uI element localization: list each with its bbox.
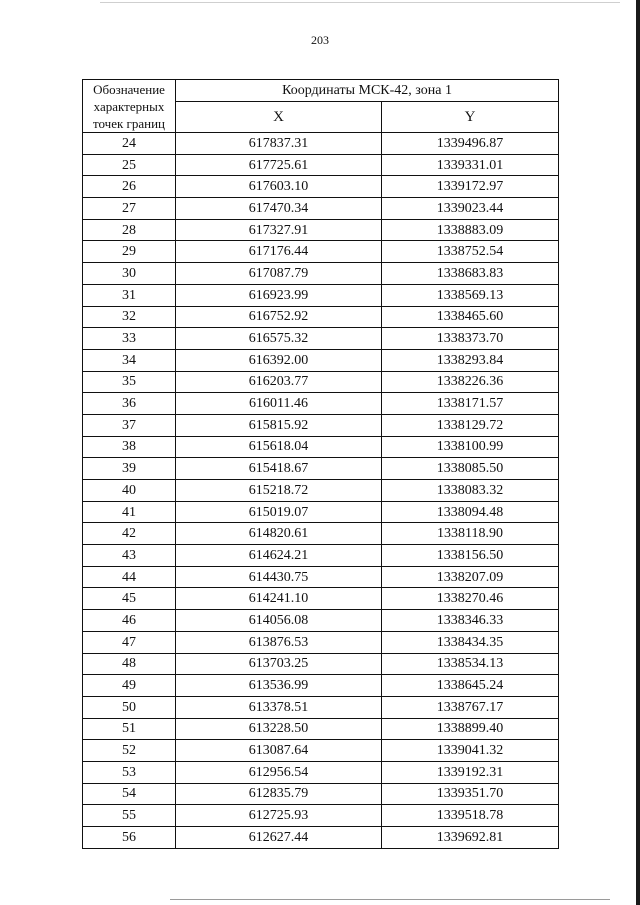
y-coordinate-cell: 1338270.46 xyxy=(382,588,559,610)
y-coordinate-cell: 1338373.70 xyxy=(382,328,559,350)
y-coordinate-cell: 1338085.50 xyxy=(382,458,559,480)
y-coordinate-cell: 1338226.36 xyxy=(382,371,559,393)
y-coordinate-cell: 1338645.24 xyxy=(382,675,559,697)
point-number-cell: 35 xyxy=(83,371,176,393)
x-coordinate-cell: 614056.08 xyxy=(176,610,382,632)
y-coordinate-cell: 1338346.33 xyxy=(382,610,559,632)
point-number-cell: 28 xyxy=(83,219,176,241)
header-x: X xyxy=(176,102,382,133)
x-coordinate-cell: 616392.00 xyxy=(176,349,382,371)
table-row xyxy=(83,414,559,436)
point-number-cell: 47 xyxy=(83,631,176,653)
x-coordinate-cell: 615019.07 xyxy=(176,501,382,523)
y-coordinate-cell: 1338683.83 xyxy=(382,263,559,285)
point-number-cell: 45 xyxy=(83,588,176,610)
y-coordinate-cell: 1339518.78 xyxy=(382,805,559,827)
table-row xyxy=(83,827,559,849)
point-number-cell: 55 xyxy=(83,805,176,827)
y-coordinate-cell: 1338083.32 xyxy=(382,480,559,502)
y-coordinate-cell: 1338899.40 xyxy=(382,718,559,740)
x-coordinate-cell: 614624.21 xyxy=(176,545,382,567)
table-row xyxy=(83,761,559,783)
table-row xyxy=(83,696,559,718)
table-row xyxy=(83,523,559,545)
table-row xyxy=(83,176,559,198)
y-coordinate-cell: 1338752.54 xyxy=(382,241,559,263)
y-coordinate-cell: 1339351.70 xyxy=(382,783,559,805)
point-number-cell: 27 xyxy=(83,198,176,220)
point-number-cell: 42 xyxy=(83,523,176,545)
x-coordinate-cell: 614430.75 xyxy=(176,566,382,588)
table-header-row xyxy=(83,80,559,102)
x-coordinate-cell: 616923.99 xyxy=(176,284,382,306)
table-row xyxy=(83,653,559,675)
point-number-cell: 43 xyxy=(83,545,176,567)
y-coordinate-cell: 1339331.01 xyxy=(382,154,559,176)
table-row xyxy=(83,480,559,502)
point-number-cell: 44 xyxy=(83,566,176,588)
x-coordinate-cell: 614820.61 xyxy=(176,523,382,545)
table-row xyxy=(83,284,559,306)
table-row xyxy=(83,718,559,740)
point-number-cell: 39 xyxy=(83,458,176,480)
x-coordinate-cell: 612835.79 xyxy=(176,783,382,805)
point-number-cell: 38 xyxy=(83,436,176,458)
point-number-cell: 37 xyxy=(83,414,176,436)
point-number-cell: 31 xyxy=(83,284,176,306)
y-coordinate-cell: 1338534.13 xyxy=(382,653,559,675)
point-number-cell: 26 xyxy=(83,176,176,198)
y-coordinate-cell: 1339192.31 xyxy=(382,761,559,783)
y-coordinate-cell: 1339692.81 xyxy=(382,827,559,849)
point-number-cell: 24 xyxy=(83,133,176,155)
y-coordinate-cell: 1338569.13 xyxy=(382,284,559,306)
table-body xyxy=(83,133,559,849)
scan-top-rule xyxy=(100,2,620,3)
x-coordinate-cell: 617470.34 xyxy=(176,198,382,220)
point-number-cell: 54 xyxy=(83,783,176,805)
x-coordinate-cell: 616011.46 xyxy=(176,393,382,415)
table-row xyxy=(83,133,559,155)
table-row xyxy=(83,805,559,827)
x-coordinate-cell: 612627.44 xyxy=(176,827,382,849)
y-coordinate-cell: 1338293.84 xyxy=(382,349,559,371)
table-row xyxy=(83,263,559,285)
scan-right-edge xyxy=(636,0,640,905)
y-coordinate-cell: 1338883.09 xyxy=(382,219,559,241)
table-row xyxy=(83,436,559,458)
point-number-cell: 32 xyxy=(83,306,176,328)
table-row xyxy=(83,783,559,805)
point-number-cell: 25 xyxy=(83,154,176,176)
point-number-cell: 30 xyxy=(83,263,176,285)
scan-bottom-rule xyxy=(170,899,610,900)
table-row xyxy=(83,371,559,393)
x-coordinate-cell: 613378.51 xyxy=(176,696,382,718)
table-row xyxy=(83,631,559,653)
header-point-designation: Обозначение характерных точек границ xyxy=(83,80,176,133)
y-coordinate-cell: 1339041.32 xyxy=(382,740,559,762)
x-coordinate-cell: 616203.77 xyxy=(176,371,382,393)
table-row xyxy=(83,545,559,567)
x-coordinate-cell: 617603.10 xyxy=(176,176,382,198)
point-number-cell: 56 xyxy=(83,827,176,849)
x-coordinate-cell: 617725.61 xyxy=(176,154,382,176)
table-row xyxy=(83,566,559,588)
x-coordinate-cell: 615815.92 xyxy=(176,414,382,436)
x-coordinate-cell: 617176.44 xyxy=(176,241,382,263)
y-coordinate-cell: 1338465.60 xyxy=(382,306,559,328)
point-number-cell: 36 xyxy=(83,393,176,415)
x-coordinate-cell: 612956.54 xyxy=(176,761,382,783)
table-row xyxy=(83,501,559,523)
y-coordinate-cell: 1338767.17 xyxy=(382,696,559,718)
x-coordinate-cell: 614241.10 xyxy=(176,588,382,610)
point-number-cell: 46 xyxy=(83,610,176,632)
table-row xyxy=(83,349,559,371)
x-coordinate-cell: 615618.04 xyxy=(176,436,382,458)
y-coordinate-cell: 1339496.87 xyxy=(382,133,559,155)
table-row xyxy=(83,675,559,697)
page-number: 203 xyxy=(311,33,329,47)
table-row xyxy=(83,458,559,480)
point-number-cell: 50 xyxy=(83,696,176,718)
coordinates-table xyxy=(82,79,559,849)
header-y: Y xyxy=(382,102,559,133)
point-number-cell: 48 xyxy=(83,653,176,675)
table-row xyxy=(83,219,559,241)
y-coordinate-cell: 1338171.57 xyxy=(382,393,559,415)
y-coordinate-cell: 1338094.48 xyxy=(382,501,559,523)
x-coordinate-cell: 617837.31 xyxy=(176,133,382,155)
x-coordinate-cell: 616575.32 xyxy=(176,328,382,350)
x-coordinate-cell: 613876.53 xyxy=(176,631,382,653)
y-coordinate-cell: 1339023.44 xyxy=(382,198,559,220)
y-coordinate-cell: 1338156.50 xyxy=(382,545,559,567)
table-row xyxy=(83,328,559,350)
point-number-cell: 41 xyxy=(83,501,176,523)
y-coordinate-cell: 1338129.72 xyxy=(382,414,559,436)
point-number-cell: 53 xyxy=(83,761,176,783)
point-number-cell: 33 xyxy=(83,328,176,350)
x-coordinate-cell: 617327.91 xyxy=(176,219,382,241)
x-coordinate-cell: 617087.79 xyxy=(176,263,382,285)
x-coordinate-cell: 615418.67 xyxy=(176,458,382,480)
table-row xyxy=(83,610,559,632)
y-coordinate-cell: 1338434.35 xyxy=(382,631,559,653)
point-number-cell: 51 xyxy=(83,718,176,740)
table-row xyxy=(83,241,559,263)
y-coordinate-cell: 1338118.90 xyxy=(382,523,559,545)
table-row xyxy=(83,154,559,176)
y-coordinate-cell: 1338207.09 xyxy=(382,566,559,588)
y-coordinate-cell: 1338100.99 xyxy=(382,436,559,458)
table-row xyxy=(83,588,559,610)
x-coordinate-cell: 613228.50 xyxy=(176,718,382,740)
table-row xyxy=(83,198,559,220)
x-coordinate-cell: 613087.64 xyxy=(176,740,382,762)
x-coordinate-cell: 616752.92 xyxy=(176,306,382,328)
x-coordinate-cell: 613536.99 xyxy=(176,675,382,697)
x-coordinate-cell: 613703.25 xyxy=(176,653,382,675)
point-number-cell: 29 xyxy=(83,241,176,263)
point-number-cell: 49 xyxy=(83,675,176,697)
point-number-cell: 34 xyxy=(83,349,176,371)
table-row xyxy=(83,393,559,415)
point-number-cell: 52 xyxy=(83,740,176,762)
y-coordinate-cell: 1339172.97 xyxy=(382,176,559,198)
point-number-cell: 40 xyxy=(83,480,176,502)
x-coordinate-cell: 615218.72 xyxy=(176,480,382,502)
header-coordinate-system: Координаты МСК-42, зона 1 xyxy=(176,80,559,102)
table-row xyxy=(83,740,559,762)
x-coordinate-cell: 612725.93 xyxy=(176,805,382,827)
table-row xyxy=(83,306,559,328)
